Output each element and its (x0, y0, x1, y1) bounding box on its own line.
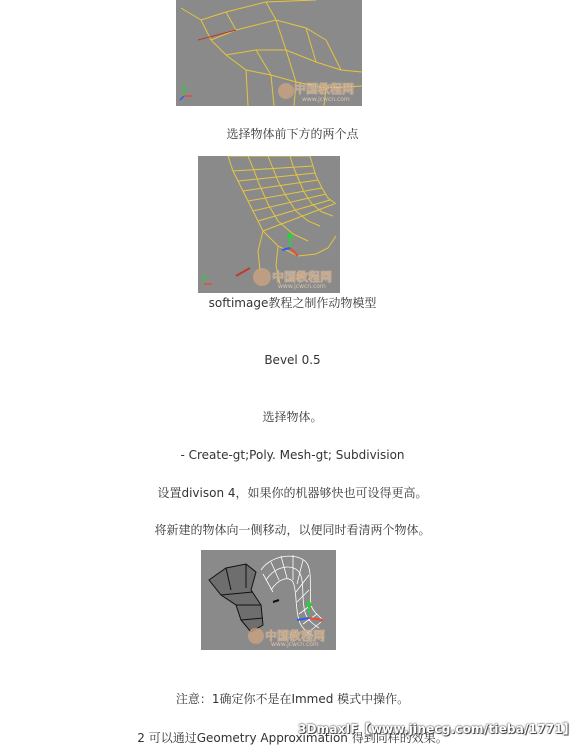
jcwcn-logo-text: 中国教程网 (294, 82, 355, 96)
jcwcn-logo-text: 中国教程网 (265, 629, 326, 643)
note-1-text: 注意：1确定你不是在Immed 模式中操作。 (175, 692, 410, 706)
axis-gizmo-1 (180, 84, 192, 100)
jcwcn-logo-url: www.jcwcn.com (278, 283, 326, 290)
transform-gizmo-3 (297, 600, 323, 620)
caption-2: softimage教程之制作动物模型 (208, 296, 377, 310)
select-object-text: 选择物体。 (262, 410, 323, 424)
viewport-image-2 (198, 156, 340, 293)
set-division-text: 设置divison 4，如果你的机器够快也可设得更高。 (157, 486, 428, 500)
viewport-image-1 (176, 0, 362, 106)
jcwcn-logo-url: www.jcwcn.com (302, 96, 350, 103)
bevel-text: Bevel 0.5 (264, 353, 321, 367)
note-2-text: 2 可以通过Geometry Approximation 得到同样的效果。 (137, 731, 448, 745)
move-object-text: 将新建的物体向一侧移动，以便同时看清两个物体。 (154, 523, 431, 537)
jcwcn-logo-text: 中国教程网 (272, 270, 333, 284)
viewport-image-3 (201, 550, 336, 650)
jcwcn-logo-url: www.jcwcn.com (271, 641, 319, 648)
create-command-text: - Create-gt;Poly. Mesh-gt; Subdivision (180, 448, 405, 462)
axis-gizmo-2 (204, 274, 212, 284)
caption-1: 选择物体前下方的两个点 (226, 127, 359, 141)
site-watermark: 3DmaxIF【www.jinecg.com/tieba/1771】 (297, 722, 575, 736)
